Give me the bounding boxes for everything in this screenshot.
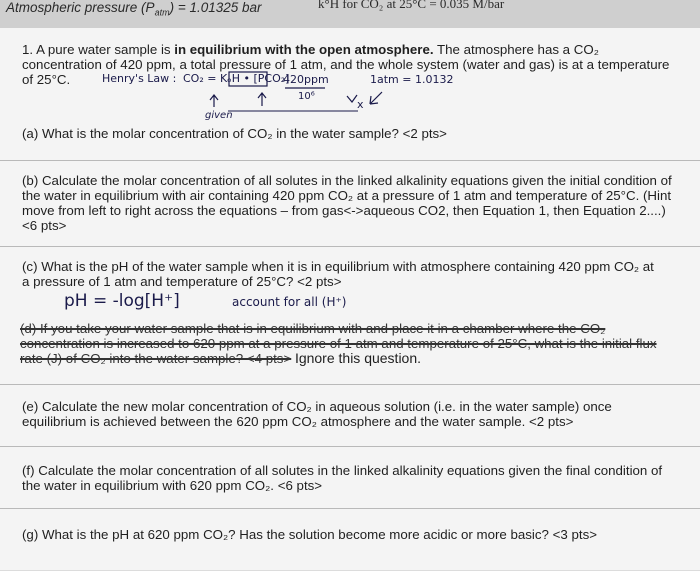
question-c-line1: (c) What is the pH of the water sample when it is in equilibrium with atmosphere containing 420 ppm CO₂ at <box>22 259 654 274</box>
worksheet <box>0 28 700 570</box>
question-b-line2: the water in equilibrium with air containing 420 ppm CO₂ at a pressure of 1 atm and temperature of 25°C. (Hint <box>22 188 672 203</box>
question-b-line3: move from left to right across the equations – from gas<->aqueous CO2, then Equation 1, then Equation 2....) <box>22 203 666 218</box>
pressure-value: ) = 1.01325 bar <box>169 0 262 15</box>
arrow-up-icon <box>210 95 218 107</box>
handwritten-multiply: x <box>357 98 364 111</box>
ignore-note: Ignore this question. <box>294 350 422 366</box>
question-b <box>22 173 694 233</box>
q1-bold-text: in equilibrium with the open atmosphere. <box>174 42 434 57</box>
question-number: 1. <box>22 42 37 57</box>
pressure-header <box>6 0 262 18</box>
section-f <box>0 446 700 517</box>
question-1-line2: concentration of 420 ppm, a total pressure of 1 atm, and the whole system (water and gas) is at a temperature <box>22 57 670 72</box>
pressure-subscript: atm <box>154 7 170 18</box>
handwritten-strokes <box>0 28 700 138</box>
question-c <box>22 259 694 289</box>
q1-text-a: A pure water sample is <box>36 42 175 57</box>
question-e <box>22 399 694 429</box>
section-c <box>0 246 700 407</box>
question-f-line1: (f) Calculate the molar concentration of all solutes in the linked alkalinity equations given the final condition of <box>22 463 663 478</box>
boxed-pco2-mark <box>229 72 267 86</box>
q1-text-b: The atmosphere has a CO₂ <box>433 42 599 57</box>
question-f-line2: the water in equilibrium with 620 ppm CO₂. <6 pts> <box>22 478 323 493</box>
section-b <box>0 160 700 239</box>
handwritten-henry-formula: CO₂ = KₒH • [PCO₂] <box>183 72 290 85</box>
arrow-down-left-icon <box>370 92 382 104</box>
question-b-line1: (b) Calculate the molar concentration of all solutes in the linked alkalinity equations given the initial condition of <box>22 173 672 188</box>
question-f <box>22 463 694 493</box>
check-icon <box>347 95 357 102</box>
pressure-label: Atmospheric pressure (P <box>6 0 155 15</box>
handwritten-ph-formula: pH = -log[H⁺] <box>64 291 180 311</box>
question-b-line4: <6 pts> <box>22 218 67 233</box>
question-1-line3: of 25°C. <box>22 72 71 87</box>
question-e-line2: equilibrium is achieved between the 620 ppm CO₂ atmosphere and the water sample. <2 pts> <box>22 414 574 429</box>
handwritten-ppm: 420ppm <box>283 73 329 86</box>
handwritten-atm-conversion: 1atm = 1.0132 <box>370 73 454 86</box>
handwritten-henry-label: Henry's Law : <box>102 72 177 85</box>
question-g: (g) What is the pH at 620 ppm CO₂? Has the solution become more acidic or more basic? <3 pts> <box>22 527 597 542</box>
henry-constant-header: k°H for CO₂ at 25°C = 0.035 M/bar <box>318 0 505 11</box>
section-g <box>0 508 700 571</box>
handwritten-ten-power: 10⁶ <box>298 91 315 102</box>
question-e-line1: (e) Calculate the new molar concentration of CO₂ in aqueous solution (i.e. in the water sample) once <box>22 399 612 414</box>
arrow-up-icon <box>258 93 266 106</box>
question-d-line3: rate (J) of CO₂ into the water sample? <4 pts> <box>20 351 292 366</box>
handwritten-given: given <box>205 110 233 121</box>
question-d-line2: concentration is increased to 620 ppm at a pressure of 1 atm and temperature of 25°C, what is the initial flux <box>20 336 657 351</box>
header-band <box>0 0 700 28</box>
handwritten-account-note: account for all (H⁺) <box>232 295 347 309</box>
question-d-line1: (d) If you take your water sample that is in equilibrium with and place it in a chamber where the CO₂ <box>20 321 606 336</box>
question-d <box>20 321 696 366</box>
question-a: (a) What is the molar concentration of CO₂ in the water sample? <2 pts> <box>22 126 447 141</box>
question-c-line2: a pressure of 1 atm and temperature of 25°C? <2 pts> <box>22 274 342 289</box>
